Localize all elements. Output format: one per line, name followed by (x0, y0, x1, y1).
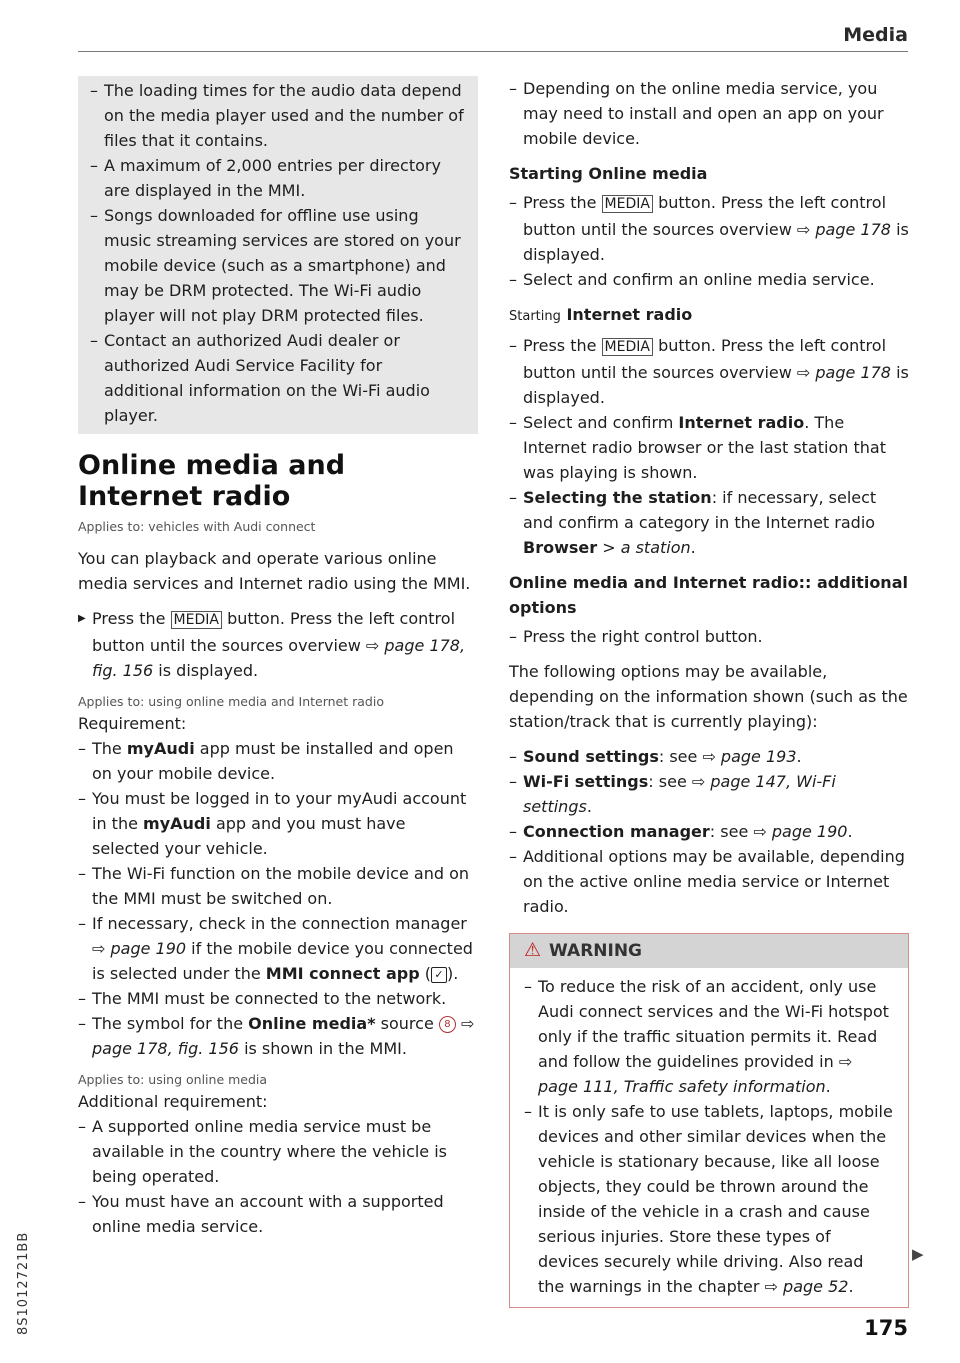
page-ref: ⇨ page 193 (702, 747, 797, 766)
intro-text: You can playback and operate various online media services and Internet radio using the MMI. (78, 549, 471, 593)
text: app and you must have selected your vehicle. (92, 814, 406, 858)
subheading-starting-online-media: Starting Online media (509, 164, 708, 183)
requirement-item: – The MMI must be connected to the network. (78, 986, 478, 1011)
continue-arrow-icon: ▶ (912, 1245, 924, 1263)
intro-note: – Depending on the online media service, you may need to install and open an app on your mobile device. (509, 76, 909, 151)
source-name: Online media* (248, 1014, 376, 1033)
text: is displayed. (158, 661, 259, 680)
header-rule (78, 51, 908, 52)
page-ref: ⇨ page 190 (92, 939, 187, 958)
text: Press the (523, 336, 597, 355)
callout-number-icon: 8 (439, 1016, 456, 1033)
term: Sound settings (523, 747, 659, 766)
warning-header (510, 934, 908, 968)
text: Press the (92, 609, 166, 628)
term: Browser (523, 538, 598, 557)
text: To reduce the risk of an accident, only use Audi connect services and the Wi-Fi hotspot only if the traffic situation permits it. Read and follow the guidelines provided in (538, 977, 889, 1071)
media-key: MEDIA (171, 611, 222, 629)
note-item: – Songs downloaded for offline use using music streaming services are stored on your mobile device (such as a smartphone) and may be DRM protected. The Wi-Fi audio player will not play DRM protected files. (90, 203, 466, 328)
step (509, 190, 909, 267)
requirement-item: – A supported online media service must be available in the country where the vehicle is being operated. (78, 1114, 478, 1189)
page-ref: ⇨ page 147, Wi-Fi settings (523, 772, 836, 816)
text: The symbol for the (92, 1014, 244, 1033)
section-title: Media (843, 24, 908, 46)
page-ref: ⇨ page 52 (764, 1277, 849, 1296)
note-item: – A maximum of 2,000 entries per directory are displayed in the MMI. (90, 153, 466, 203)
requirement-item: – The Wi-Fi function on the mobile device and on the MMI must be switched on. (78, 861, 478, 911)
media-key: MEDIA (602, 338, 653, 356)
warning-box (509, 933, 909, 1308)
step (509, 410, 909, 485)
warning-body (510, 968, 908, 1307)
applies-to: Applies to: vehicles with Audi connect (78, 519, 316, 534)
requirement-item (78, 1011, 478, 1061)
requirement-title: Requirement: (78, 714, 187, 733)
text: Press the (523, 193, 597, 212)
left-column (78, 76, 478, 1239)
step: – Press the right control button. (509, 624, 909, 649)
option-item: – Additional options may be available, depending on the active online media service or Internet radio. (509, 844, 909, 919)
text: Internet radio (566, 305, 693, 324)
page-ref: ⇨ page 178, fig. 156 (92, 1014, 475, 1058)
section-heading (78, 450, 478, 512)
app-name: MMI connect app (265, 964, 420, 983)
option-item: – Connection manager: see ⇨ page 190. (509, 819, 909, 844)
requirement-item: – If necessary, check in the connection manager ⇨ page 190 if the mobile device you connected is selected under the MMI connect app ( ✓ ). (78, 911, 478, 986)
step (509, 333, 909, 410)
text: is displayed. (523, 363, 909, 407)
note-item: – The loading times for the audio data depend on the media player used and the number of files that it contains. (90, 78, 466, 153)
text: You must be logged in to your myAudi account in the (92, 789, 467, 833)
text: a station (620, 538, 691, 557)
page-ref: ⇨ page 190 (753, 822, 848, 841)
heading-line-2: Internet radio (78, 481, 291, 512)
media-key: MEDIA (602, 195, 653, 213)
text: : if necessary, select and confirm a category in the Internet radio (523, 488, 877, 532)
requirement-item (78, 736, 478, 786)
text: > (597, 538, 621, 557)
step: – Selecting the station: if necessary, select and confirm a category in the Internet radio Browser > a station. (509, 485, 909, 560)
term: Connection manager (523, 822, 710, 841)
step-press-media (78, 606, 478, 683)
app-name: myAudi (143, 814, 211, 833)
text: It is only safe to use tablets, laptops, mobile devices and other similar devices when the vehicle is stationary because, like all loose objects, they could be thrown around the inside of the vehicle in a crash and cause serious injuries. Store these types of devices securely while driving. Also read the warnings in the chapter (538, 1102, 893, 1296)
step: – Select and confirm an online media service. (509, 267, 909, 292)
option-item: – Wi-Fi settings: see ⇨ page 147, Wi-Fi settings. (509, 769, 909, 819)
requirement-item (78, 786, 478, 861)
page-ref: ⇨ page 178 (796, 363, 891, 382)
applies-to: Applies to: using online media (78, 1072, 268, 1087)
text: : see (658, 747, 698, 766)
subheading-additional-options: Online media and Internet radio:: additional options (509, 573, 908, 617)
text: button. Press the left control button until the sources overview (523, 336, 887, 382)
requirement-item: – You must have an account with a supported online media service. (78, 1189, 478, 1239)
app-name: myAudi (126, 739, 195, 758)
subheading-starting-internet-radio (509, 302, 909, 329)
text: : see (648, 772, 687, 791)
heading-line-1: Online media and (78, 450, 346, 481)
note-item: – Contact an authorized Audi dealer or authorized Audi Service Facility for additional information on the Wi-Fi audio player. (90, 328, 466, 428)
text: : see (709, 822, 749, 841)
text: button. Press the left control button until the sources overview (523, 193, 887, 239)
page-ref: ⇨ page 178 (796, 220, 891, 239)
page-ref: ⇨ page 178, fig. 156 (92, 636, 466, 680)
options-intro: The following options may be available, depending on the information shown (such as the station/track that is currently playing): (509, 662, 908, 731)
option-item: – Sound settings: see ⇨ page 193. (509, 744, 909, 769)
warning-item: – To reduce the risk of an accident, only use Audi connect services and the Wi-Fi hotspot only if the traffic situation permits it. Read and follow the guidelines provided in ⇨ page 111, Traffic safety information. (524, 974, 894, 1099)
document-code: 8S1012721BB (16, 1231, 31, 1335)
term: Wi-Fi settings (523, 772, 649, 791)
warning-item: – It is only safe to use tablets, laptops, mobile devices and other similar devices when the vehicle is stationary because, like all loose objects, they could be thrown around the inside of the vehicle in a crash and cause serious injuries. Store these types of devices securely while driving. Also read the warnings in the chapter ⇨ page 52. (524, 1099, 894, 1299)
text: is displayed. (523, 220, 909, 264)
text: If necessary, check in the connection manager (92, 914, 467, 933)
text: button. Press the left control button until the sources overview (92, 609, 456, 655)
term: Selecting the station (523, 488, 712, 507)
note-box (78, 76, 478, 434)
page-ref: ⇨ page 111, Traffic safety information (538, 1052, 853, 1096)
warning-title: WARNING (549, 941, 643, 961)
text: app must be installed and open on your mobile device. (92, 739, 454, 783)
checkbox-icon: ✓ (431, 967, 447, 983)
page-number: 175 (864, 1316, 908, 1340)
warning-icon: ⚠ (524, 939, 542, 961)
term: Internet radio (678, 413, 805, 432)
text: source (380, 1014, 434, 1033)
applies-to: Applies to: using online media and Internet radio (78, 694, 384, 709)
additional-requirement-title: Additional requirement: (78, 1092, 268, 1111)
right-column (509, 76, 909, 1308)
text: if the mobile device you connected is selected under the (92, 939, 473, 983)
text: The (92, 739, 122, 758)
text: is shown in the MMI. (244, 1039, 407, 1058)
text: Starting (509, 309, 561, 324)
text: Select and confirm (523, 413, 674, 432)
text: . The Internet radio browser or the last station that was playing is shown. (523, 413, 886, 482)
